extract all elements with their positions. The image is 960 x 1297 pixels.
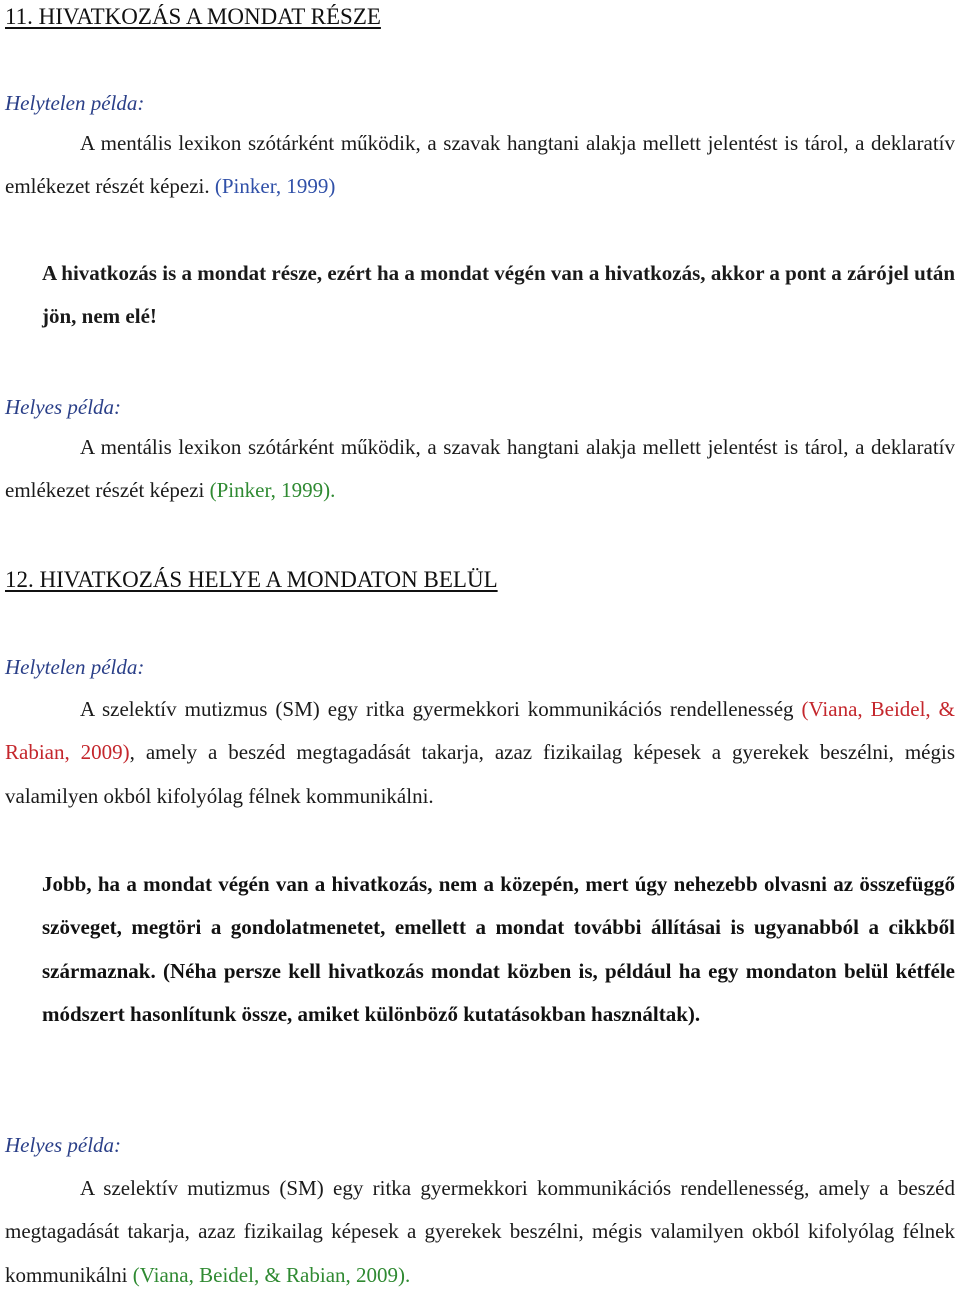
rule-paragraph: Jobb, ha a mondat végén van a hivatkozás, nem a közepén, mert úgy nehezebb olvasni az összefüggő szöveget, megtöri a gondolatmenetet, emellett a mondat további állításai is ugyanabból a cikkből származnak. (Néha persze kell hivatkozás mondat közben is, például ha egy mondaton belül kétféle módszert hasonlítunk össze, amiket különböző kutatásokban használtak). — [42, 872, 955, 1026]
citation: (Viana, Beidel, & Rabian, 2009). — [132, 1262, 411, 1287]
citation: (Viana, Beidel, & Rabian, 2009) — [5, 697, 956, 765]
incorrect-example-label: Helytelen példa: — [5, 91, 145, 115]
rule-paragraph — [42, 252, 955, 339]
example-sentence-end: , amely a beszéd megtagadását takarja, azaz fizikailag képesek a gyerekek beszélni, mégis valamilyen okból kifolyólag félnek kommunikálni. — [5, 740, 956, 808]
example-sentence-start: A szelektív mutizmus (SM) egy ritka gyermekkori kommunikációs rendellenesség — [80, 697, 794, 721]
rule-text: A hivatkozás is a mondat része, ezért ha a mondat végén van a hivatkozás, akkor a pont a zárójel után jön, nem elé! — [42, 261, 955, 329]
citation: (Pinker, 1999). — [209, 478, 336, 503]
citation: (Pinker, 1999) — [214, 174, 336, 199]
correct-example-paragraph — [5, 426, 955, 513]
example-sentence: A mentális lexikon szótárként működik, a szavak hangtani alakja mellett jelentést is tárol, a deklaratív emlékezet részét képezi — [5, 435, 955, 503]
section-11-heading: 11. HIVATKOZÁS A MONDAT RÉSZE — [5, 4, 381, 29]
correct-example-label: Helyes példa: — [5, 395, 122, 419]
incorrect-example-paragraph — [5, 122, 955, 209]
incorrect-example-label: Helytelen példa: — [5, 655, 145, 679]
incorrect-example-paragraph — [5, 688, 955, 818]
section-12-heading: 12. HIVATKOZÁS HELYE A MONDATON BELÜL — [5, 567, 498, 592]
correct-example-label: Helyes példa: — [5, 1133, 122, 1157]
example-sentence: A szelektív mutizmus (SM) egy ritka gyermekkori kommunikációs rendellenesség, amely a beszéd megtagadását takarja, azaz fizikailag képesek a gyerekek beszélni, mégis valamilyen okból kifolyólag félnek kommunikálni — [5, 1176, 955, 1287]
example-sentence: A mentális lexikon szótárként működik, a szavak hangtani alakja mellett jelentést is tárol, a deklaratív emlékezet részét képezi. — [5, 131, 955, 199]
correct-example-paragraph — [5, 1167, 955, 1297]
